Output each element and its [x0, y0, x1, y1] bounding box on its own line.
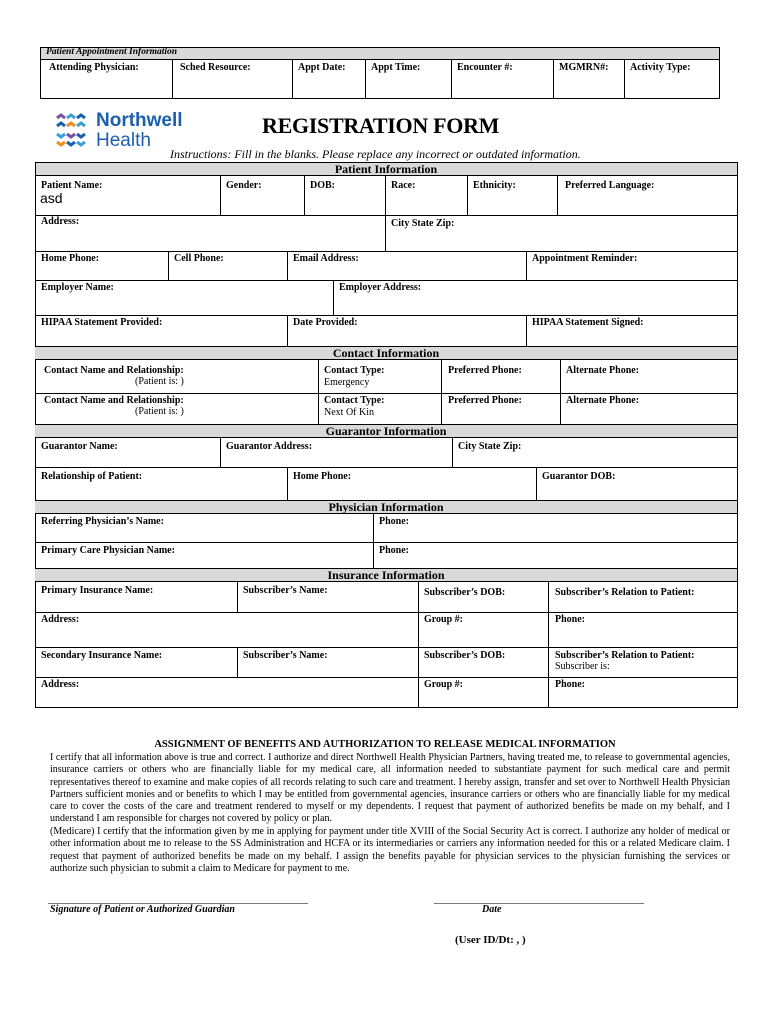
appt-divider	[451, 59, 452, 99]
divider	[536, 467, 537, 500]
divider	[526, 315, 527, 346]
divider	[220, 438, 221, 467]
appointment-reminder-label: Appointment Reminder:	[532, 253, 638, 264]
divider	[557, 176, 558, 215]
subscriber-name-label: Subscriber’s Name:	[243, 585, 328, 596]
employer-name-label: Employer Name:	[41, 282, 114, 293]
date-label: Date	[482, 904, 502, 915]
divider	[467, 176, 468, 215]
dob-label: DOB:	[310, 180, 335, 191]
appt-divider	[292, 59, 293, 99]
alternate-phone-label: Alternate Phone:	[566, 365, 640, 376]
preferred-phone-label: Preferred Phone:	[448, 365, 522, 376]
divider	[287, 315, 288, 346]
gender-label: Gender:	[226, 180, 262, 191]
row-line	[35, 280, 737, 281]
insurance-phone-label: Phone:	[555, 614, 585, 625]
sched-resource-label: Sched Resource:	[180, 62, 251, 73]
referring-physician-label: Referring Physician’s Name:	[41, 516, 164, 527]
guarantor-address-label: Guarantor Address:	[226, 441, 313, 452]
contact-type-value: Emergency	[324, 377, 370, 388]
primary-insurance-label: Primary Insurance Name:	[41, 585, 154, 596]
divider	[287, 251, 288, 280]
insurance-info-header: Insurance Information	[35, 568, 737, 582]
divider	[304, 176, 305, 215]
patient-name-field[interactable]: asd	[40, 190, 63, 206]
encounter-label: Encounter #:	[457, 62, 513, 73]
hipaa-signed-label: HIPAA Statement Signed:	[532, 317, 644, 328]
subscriber-dob-label: Subscriber’s DOB:	[424, 587, 506, 598]
contact-type-label: Contact Type:	[324, 395, 385, 406]
employer-address-label: Employer Address:	[339, 282, 422, 293]
row-line	[35, 393, 737, 394]
divider	[385, 176, 386, 215]
guarantor-city-state-zip-label: City State Zip:	[458, 441, 522, 452]
secondary-insurance-label: Secondary Insurance Name:	[41, 650, 163, 661]
race-label: Race:	[391, 180, 416, 191]
group-number-label: Group #:	[424, 614, 463, 625]
subscriber-dob-label: Subscriber’s DOB:	[424, 650, 506, 661]
contact-info-header: Contact Information	[35, 346, 737, 360]
guarantor-name-label: Guarantor Name:	[41, 441, 118, 452]
physician-info-header: Physician Information	[35, 500, 737, 514]
contact-name-label: Contact Name and Relationship:	[44, 365, 184, 376]
appointment-caption: Patient Appointment Information	[46, 47, 178, 57]
patient-info-header: Patient Information	[35, 162, 737, 176]
divider	[318, 360, 319, 424]
preferred-language-label: Preferred Language:	[565, 180, 655, 191]
appt-divider	[624, 59, 625, 99]
pcp-phone-label: Phone:	[379, 545, 409, 556]
form-title: REGISTRATION FORM	[262, 113, 500, 138]
divider	[526, 251, 527, 280]
divider	[220, 176, 221, 215]
row-line	[35, 542, 737, 543]
attending-physician-label: Attending Physician:	[49, 62, 139, 73]
insurance-phone-label: Phone:	[555, 679, 585, 690]
appt-time-label: Appt Time:	[371, 62, 421, 73]
form-bottom-border	[35, 707, 738, 708]
alternate-phone-label: Alternate Phone:	[566, 395, 640, 406]
divider	[560, 360, 561, 424]
divider	[237, 582, 238, 612]
user-id-text: (User ID/Dt: , )	[455, 934, 526, 946]
guarantor-dob-label: Guarantor DOB:	[542, 471, 616, 482]
assignment-title: ASSIGNMENT OF BENEFITS AND AUTHORIZATION TO RELEASE MEDICAL INFORMATION	[154, 739, 616, 750]
preferred-phone-label: Preferred Phone:	[448, 395, 522, 406]
divider	[385, 215, 386, 251]
row-line	[35, 612, 737, 613]
logo-text-health: Health	[96, 130, 151, 151]
address-label: Address:	[41, 216, 80, 227]
assignment-paragraph: I certify that all information above is true and correct. I authorize and direct Northwell Health Physician Partners, having treated me, to release to governmental agencies, insurance carriers or others who are financially liable for my medical care, all information needed to substantiate payment for such medical care and permit representatives thereof to examine and make copies of all records relating to such care and treatment. I hereby assign, transfer and set over to Northwell Health Physician Partners sufficient monies and or benefits to which I may be entitled from governmental agencies, insurance carriers or others who are financially liable for my medical care to cover the costs of the care and treatment rendered to myself or my dependents. I request that payment of authorized benefits be made on my behalf, and I understand I am responsible for charges not covered by policy or plan.	[50, 752, 730, 825]
group-number-label: Group #:	[424, 679, 463, 690]
guarantor-home-phone-label: Home Phone:	[293, 471, 352, 482]
insurance-address-label: Address:	[41, 614, 80, 625]
medicare-paragraph: (Medicare) I certify that the information given by me in applying for payment under title XVIII of the Social Security Act is correct. I authorize any holder of medical or other information about me to release to the SS Administration and HCFA or its intermediaries or carriers any information needed for this or a related Medicare claim. I request that payment of authorized benefits be made on my behalf. I assign the benefits payable for physician services to the physician furnishing the services or authorize such physician to submit a claim to Medicare for payment to me.	[50, 826, 730, 874]
appt-divider	[172, 59, 173, 99]
home-phone-label: Home Phone:	[41, 253, 100, 264]
divider	[287, 467, 288, 500]
logo-text-northwell: Northwell	[96, 110, 183, 131]
hipaa-provided-label: HIPAA Statement Provided:	[41, 317, 163, 328]
ethnicity-label: Ethnicity:	[473, 180, 516, 191]
activity-type-label: Activity Type:	[630, 62, 691, 73]
email-address-label: Email Address:	[293, 253, 359, 264]
divider	[168, 251, 169, 280]
date-provided-label: Date Provided:	[293, 317, 358, 328]
contact-name-label: Contact Name and Relationship:	[44, 395, 184, 406]
divider	[441, 360, 442, 424]
appt-divider	[553, 59, 554, 99]
patient-name-label: Patient Name:	[41, 180, 103, 191]
divider	[237, 647, 238, 677]
divider	[333, 280, 334, 315]
subscriber-relation-label: Subscriber’s Relation to Patient:	[555, 587, 695, 598]
row-line	[35, 467, 737, 468]
relationship-label: Relationship of Patient:	[41, 471, 143, 482]
contact-type-value: Next Of Kin	[324, 407, 374, 418]
subscriber-name-label: Subscriber’s Name:	[243, 650, 328, 661]
contact-type-label: Contact Type:	[324, 365, 385, 376]
row-line	[35, 251, 737, 252]
mgmrn-label: MGMRN#:	[559, 62, 609, 73]
row-line	[35, 677, 737, 678]
divider	[418, 582, 419, 707]
row-line	[35, 647, 737, 648]
divider	[548, 582, 549, 707]
contact-patient-is: (Patient is: )	[135, 376, 184, 387]
divider	[452, 438, 453, 467]
appt-divider	[365, 59, 366, 99]
row-line	[35, 215, 737, 216]
insurance-address-label: Address:	[41, 679, 80, 690]
row-line	[35, 315, 737, 316]
date-line: __________________________________________	[434, 894, 644, 905]
subscriber-relation-label: Subscriber’s Relation to Patient:	[555, 650, 695, 661]
subscriber-is-text: Subscriber is:	[555, 661, 610, 672]
instructions-text: Instructions: Fill in the blanks. Please replace any incorrect or outdated information.	[170, 147, 581, 161]
signature-label: Signature of Patient or Authorized Guardian	[50, 904, 235, 915]
primary-care-physician-label: Primary Care Physician Name:	[41, 545, 175, 556]
city-state-zip-label: City State Zip:	[391, 218, 455, 229]
signature-line: ____________________________________________________	[48, 894, 308, 905]
northwell-logo-icon	[55, 112, 95, 148]
cell-phone-label: Cell Phone:	[174, 253, 224, 264]
divider	[373, 514, 374, 568]
contact-patient-is: (Patient is: )	[135, 406, 184, 417]
guarantor-info-header: Guarantor Information	[35, 424, 737, 438]
physician-phone-label: Phone:	[379, 516, 409, 527]
appt-date-label: Appt Date:	[298, 62, 346, 73]
form-right-border	[737, 162, 738, 707]
